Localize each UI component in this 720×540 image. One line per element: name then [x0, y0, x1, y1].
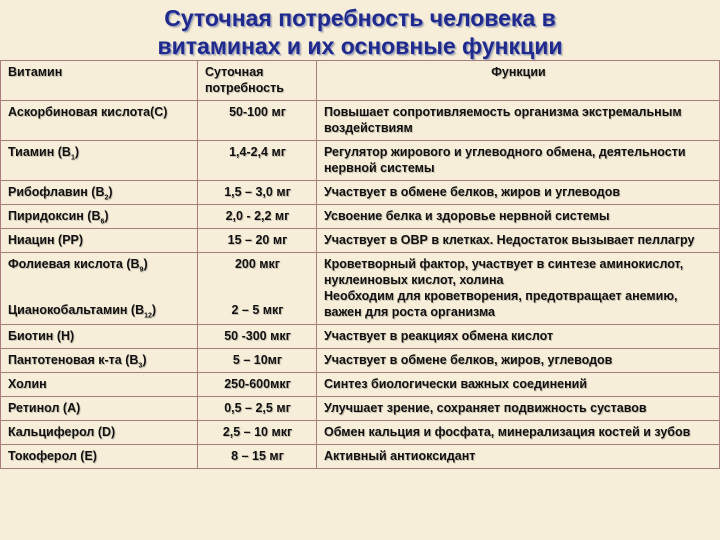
header-functions: Функции	[317, 61, 720, 101]
daily-need-value: 5 – 10мг	[232, 353, 283, 367]
table-row	[1, 141, 720, 181]
vitamin-name-suffix: )	[143, 257, 148, 271]
daily-need-cell	[198, 445, 317, 469]
vitamin-name-suffix: )	[74, 145, 80, 159]
function-text: Улучшает зрение, сохраняет подвижность суставов	[324, 401, 647, 415]
function-text: Обмен кальция и фосфата, минерализация костей и зубов	[324, 425, 691, 439]
table-row	[1, 101, 720, 141]
function-text: Активный антиоксидант	[324, 449, 476, 463]
daily-need-cell	[198, 325, 317, 349]
daily-need-cell	[198, 373, 317, 397]
header-vitamin: Витамин	[1, 61, 198, 101]
vitamin-subscript: 12	[144, 312, 152, 320]
function-cell	[317, 397, 720, 421]
table-row	[1, 181, 720, 205]
vitamin-subscript: 1	[70, 154, 75, 162]
vitamin-name: Ниацин (РР)	[8, 233, 84, 247]
vitamin-name-suffix: )	[104, 209, 109, 223]
vitamin-name-cell	[1, 421, 198, 445]
table-header-row	[1, 61, 720, 101]
table-row	[1, 445, 720, 469]
function-text: Необходим для кроветворения, предотвращает анемию, важен для роста организма	[324, 289, 678, 319]
function-cell	[317, 373, 720, 397]
vitamin-name-cell	[1, 253, 198, 325]
vitamin-subscript: 6	[100, 218, 105, 226]
function-text: Повышает сопротивляемость организма экстремальным воздействиям	[324, 105, 682, 135]
daily-need-value: 2,5 – 10 мкг	[222, 425, 293, 439]
table-row	[1, 397, 720, 421]
daily-need-cell	[198, 205, 317, 229]
vitamin-name-cell	[1, 373, 198, 397]
daily-need-value: 250-600мкг	[224, 377, 291, 391]
vitamin-name-cell	[1, 141, 198, 181]
table-row	[1, 421, 720, 445]
function-text: Участвует в обмене белков, жиров, углеводов	[324, 353, 613, 367]
vitamin-subscript: 3	[138, 362, 143, 370]
vitamin-name-suffix: )	[108, 185, 113, 199]
daily-need-cell	[198, 101, 317, 141]
header-daily-need	[198, 61, 317, 101]
daily-need-value: 2 – 5 мкг	[231, 303, 284, 317]
function-cell	[317, 141, 720, 181]
daily-need-value: 50-100 мг	[229, 105, 286, 119]
daily-need-value: 2,0 - 2,2 мг	[225, 209, 290, 223]
title-line-1: Суточная потребность человека в	[164, 5, 556, 31]
function-cell	[317, 181, 720, 205]
vitamin-name: Токоферол (Е)	[8, 449, 97, 463]
vitamin-name-cell	[1, 181, 198, 205]
daily-need-value: 50 -300 мкг	[224, 329, 291, 343]
table-row	[1, 205, 720, 229]
daily-need-value: 1,4-2,4 мг	[229, 145, 286, 159]
daily-need-cell	[198, 253, 317, 325]
daily-need-value: 15 – 20 мг	[227, 233, 288, 247]
vitamin-name: Тиамин (В	[8, 145, 71, 159]
table-row	[1, 229, 720, 253]
function-text: Регулятор жирового и углеводного обмена, деятельности нервной системы	[324, 145, 686, 175]
daily-need-value: 8 – 15 мг	[231, 449, 284, 463]
vitamin-name: Пантотеновая к-та (В	[8, 353, 139, 367]
vitamin-name: Кальциферол (D)	[8, 425, 116, 439]
function-cell	[317, 445, 720, 469]
daily-need-cell	[198, 397, 317, 421]
slide-title	[0, 4, 720, 60]
daily-need-cell	[198, 349, 317, 373]
function-cell	[317, 421, 720, 445]
vitamin-name-suffix: )	[142, 353, 147, 367]
function-text: Кроветворный фактор, участвует в синтезе аминокислот, нуклеиновых кислот, холина	[324, 257, 684, 287]
function-cell	[317, 101, 720, 141]
vitamin-name-suffix: )	[151, 303, 157, 317]
table-row	[1, 253, 720, 325]
function-cell	[317, 253, 720, 325]
function-cell	[317, 205, 720, 229]
vitamin-name: Аскорбиновая кислота(С)	[8, 105, 168, 119]
vitamin-name-cell	[1, 205, 198, 229]
table-body	[1, 101, 720, 469]
vitamin-name-cell	[1, 101, 198, 141]
vitamin-name-cell	[1, 349, 198, 373]
daily-need-cell	[198, 141, 317, 181]
daily-need-value: 0,5 – 2,5 мг	[224, 401, 291, 415]
vitamin-name-cell	[1, 325, 198, 349]
table-row	[1, 325, 720, 349]
table-row	[1, 373, 720, 397]
vitamin-name: Рибофлавин (В	[8, 185, 105, 199]
function-text: Участвует в ОВР в клетках. Недостаток вызывает пеллагру	[324, 233, 695, 247]
vitamin-subscript: 2	[104, 194, 109, 202]
vitamin-name-cell	[1, 397, 198, 421]
vitamin-name: Холин	[8, 377, 47, 391]
vitamin-name-cell	[1, 445, 198, 469]
header-daily-need-line2: потребность	[205, 81, 284, 95]
daily-need-cell	[198, 229, 317, 253]
vitamin-name: Пиридоксин (В	[8, 209, 101, 223]
vitamin-name: Цианокобальтамин (В	[8, 303, 145, 317]
function-cell	[317, 349, 720, 373]
vitamin-name: Биотин (Н)	[8, 329, 75, 343]
table-row	[1, 349, 720, 373]
function-text: Участвует в обмене белков, жиров и углеводов	[324, 185, 621, 199]
function-cell	[317, 229, 720, 253]
function-cell	[317, 325, 720, 349]
vitamin-name: Ретинол (А)	[8, 401, 81, 415]
function-text: Синтез биологически важных соединений	[324, 377, 588, 391]
vitamins-table	[0, 60, 720, 469]
daily-need-cell	[198, 421, 317, 445]
function-text: Участвует в реакциях обмена кислот	[324, 329, 554, 343]
daily-need-cell	[198, 181, 317, 205]
header-daily-need-line1: Суточная	[205, 65, 264, 79]
daily-need-value: 1,5 – 3,0 мг	[224, 185, 291, 199]
vitamin-name: Фолиевая кислота (В	[8, 257, 140, 271]
function-text: Усвоение белка и здоровье нервной системы	[324, 209, 610, 223]
title-line-2: витаминах и их основные функции	[157, 33, 563, 59]
daily-need-value: 200 мкг	[234, 257, 281, 271]
vitamin-subscript: 9	[139, 266, 144, 274]
vitamin-name-cell	[1, 229, 198, 253]
